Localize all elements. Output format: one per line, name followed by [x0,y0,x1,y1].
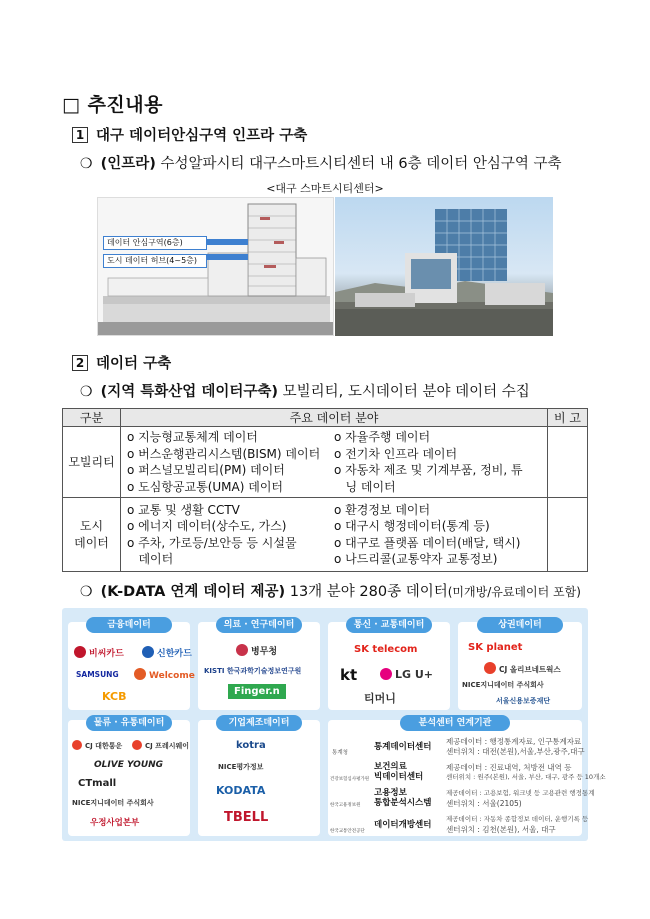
list-item: o 버스운행관리시스템(BISM) 데이터 [127,446,321,461]
bccard-logo: 비씨카드 [74,646,124,659]
floor45-label: 도시 데이터 허브(4~5층) [103,254,207,268]
building-photo [335,197,553,336]
tmoney-logo: 티머니 [364,692,396,705]
section1-item [80,152,562,173]
nice-zinidata-logo: NICE지니데이터 주식회사 [72,799,154,807]
panel-analysis-centers [328,718,606,836]
cj-icon [132,740,142,750]
panel-title: 의료 · 연구데이터 [216,617,302,633]
center-org: 통계청 [332,750,348,756]
section2-number: 2 [72,355,88,371]
shinhan-icon [142,646,154,658]
panel-title: 상권데이터 [477,617,563,633]
shinhan-logo: 신한카드 [142,646,192,659]
list-item: o 대구시 행정데이터(통계 등) [334,519,490,533]
table-category-mobility: 모빌리티 [63,427,121,498]
panel-logistics [68,720,190,836]
list-item: 닝 데이터 [334,479,396,494]
center-data-line: 제공데이터 : 자동차 종합정보 데이터, 운행기록 등 [446,815,589,823]
center-location-line: 센터위치 : 대전(본원),서울,부산,광주,대구 [446,747,585,756]
list-item: o 지능형교통체계 데이터 [127,430,258,444]
section2-item-text: 모빌리티, 도시데이터 분야 데이터 수집 [278,384,530,400]
center-name: 통계데이터센터 [374,742,432,752]
kotra-logo: kotra [236,740,266,751]
data-partners-board [62,608,606,841]
ctmall-logo: CTmall [78,778,117,789]
center-name: 보건의료 빅데이터센터 [374,762,424,782]
center-name: 고용정보 통합분석시스템 [374,788,432,808]
center-data-line: 제공데이터 : 진료내역, 처방전 내역 등 [446,763,572,772]
section2-item-tag: (지역 특화산업 데이터구축) [100,384,278,400]
section2-item2-text: 13개 분야 280종 데이터 [285,584,448,600]
nice-zinidata-logo: NICE지니데이터 주식회사 [462,681,544,689]
table-note-cell [548,427,588,498]
table-items [121,427,548,498]
kisti-logo: KISTI 한국과학기술정보연구원 [204,667,302,675]
cj-olivenetworks-logo: CJ 올리브네트웍스 [484,662,561,675]
table-items-left [127,429,334,495]
koreapost-logo: 우정사업본부 [90,818,140,828]
section1-title-text: 대구 데이터안심구역 인프라 구축 [96,128,308,144]
center-location-line: 센터위치 : 서울(2105) [446,799,522,808]
list-item: o 전기차 인프라 데이터 [334,446,458,461]
center-location-line: 센터위치 : 원주(본원), 서울, 부산, 대구, 광주 등 10개소 [446,773,606,781]
oliveyoung-logo: OLIVE YOUNG [94,760,164,770]
panel-commerce [458,622,582,710]
panel-title: 물류 · 유통데이터 [86,715,172,731]
cj-logistics-logo: CJ 대한통운 [72,740,122,751]
panel-medical-research [198,622,320,710]
building-cross-section [97,197,334,336]
list-item: o 자동차 제조 및 기계부품, 정비, 튜 [334,463,523,477]
center-org: 한국교통안전공단 [330,829,365,834]
table-header-category: 구분 [63,409,121,427]
section1-item-tag: (인프라) [100,156,156,172]
kt-logo: kt [340,666,358,684]
list-item: o 대구로 플랫폼 데이터(배달, 택시) [334,535,521,550]
mma-logo: 병무청 [236,644,277,657]
section1-title [72,124,307,145]
cj-icon [72,740,82,750]
panel-title: 금융데이터 [86,617,172,633]
list-item: o 에너지 데이터(상수도, 가스) [127,519,287,533]
list-item: o 주차, 가로등/보안등 등 시설물 [127,535,297,550]
table-category-city: 도시 데이터 [63,498,121,572]
table-items-right [334,502,541,568]
list-item: o 환경정보 데이터 [334,502,431,517]
center-location-line: 센터위치 : 김천(본원), 서울, 대구 [446,825,556,834]
section1-number: 1 [72,127,88,143]
welcome-icon [134,668,146,680]
section2-item [80,380,530,401]
welcome-logo: Welcome [134,668,195,681]
list-item: o 퍼스널모빌리티(PM) 데이터 [127,463,285,477]
panel-enterprise [198,720,320,836]
section2-title-text: 데이터 구축 [96,356,172,372]
section2-item2-tag: (K-DATA 연계 데이터 제공) [100,584,286,600]
panel-finance [68,620,195,710]
kcb-logo: KCB [102,690,127,703]
cj-icon [484,662,496,674]
list-item: o 나드리콜(교통약자 교통정보) [334,552,498,566]
table-row [63,498,588,572]
bullet-circle-icon: ❍ [80,584,93,600]
building-photo-drawing [335,197,553,336]
lguplus-icon [380,668,392,680]
center-org: 한국고용정보원 [330,803,361,808]
table-note-cell [548,498,588,572]
panel-title: 분석센터 연계기관 [400,715,510,731]
bullet-circle-icon: ❍ [80,156,93,172]
lguplus-logo: LG U+ [380,668,433,681]
section2-item2 [80,580,581,601]
skplanet-logo: SK planet [468,642,523,653]
section2-title [72,352,171,373]
seoul-credit-logo: 서울신용보증재단 [496,697,551,705]
data-table [62,408,588,572]
table-items [121,498,548,572]
table-header-note: 비 고 [548,409,588,427]
tbell-logo: TBELL [224,810,269,825]
table-items-left [127,502,334,568]
bccard-icon [74,646,86,658]
table-items-right [334,429,541,495]
center-name: 데이터개방센터 [374,820,432,830]
center-data-line: 제공데이터 : 고용보험, 워크넷 등 고용관련 행정통계 [446,789,595,797]
list-item: o 자율주행 데이터 [334,430,431,444]
figure-caption: <대구 스마트시티센터> [266,182,384,195]
samsung-logo: SAMSUNG [76,670,119,679]
kodata-logo: KODATA [216,784,266,797]
sktelecom-logo: SK telecom [354,644,418,655]
panel-title: 기업제조데이터 [216,715,302,731]
list-item: o 도심항공교통(UMA) 데이터 [127,479,284,494]
list-item: 데이터 [127,552,174,566]
panel-title: 통신 · 교통데이터 [346,617,432,633]
center-data-line: 제공데이터 : 행정통계자료, 인구통계자료 [446,737,582,746]
list-item: o 교통 및 생활 CCTV [127,502,240,517]
nice-rating-logo: NICE평가정보 [218,763,264,771]
floor6-label: 데이터 안심구역(6층) [103,236,207,250]
table-row [63,427,588,498]
mma-icon [236,644,248,656]
section-heading: □ 추진내용 [62,94,163,116]
center-org: 건강보험심사평가원 [330,777,370,782]
fingern-logo: Finger.n [228,684,286,699]
section2-item2-note: (미개방/유료데이터 포함) [447,585,581,599]
cj-freshway-logo: CJ 프레시웨이 [132,740,189,751]
table-header-row [63,409,588,427]
panel-telecom-transport [328,622,450,710]
table-header-fields: 주요 데이터 분야 [121,409,548,427]
section1-item-text: 수성알파시티 대구스마트시티센터 내 6층 데이터 안심구역 구축 [155,156,562,172]
bullet-circle-icon: ❍ [80,384,93,400]
